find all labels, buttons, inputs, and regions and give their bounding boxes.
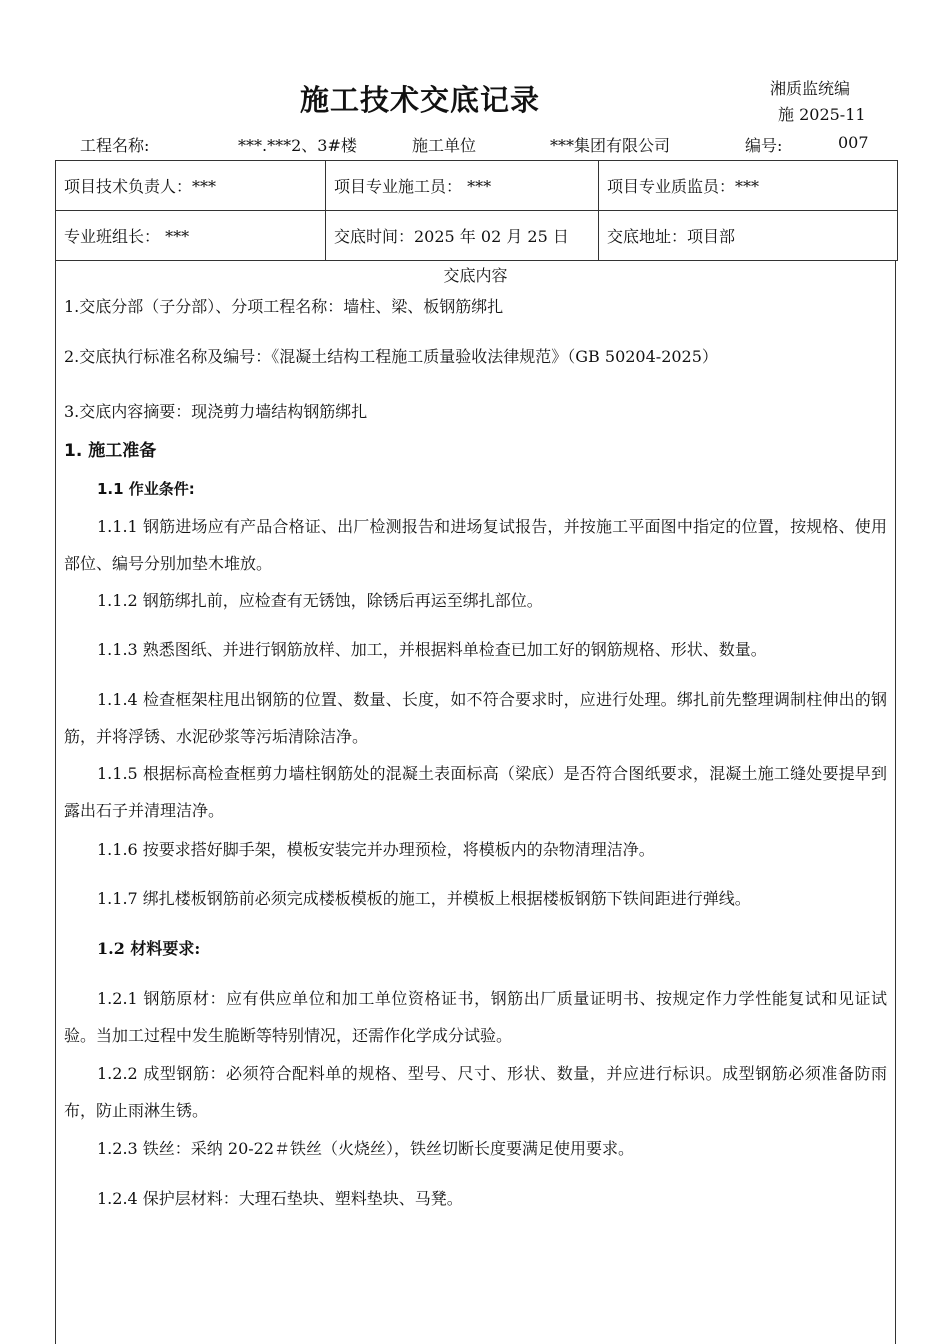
quality-inspector-cell: 项目专业质监员：*** [607,177,760,196]
info-row-2 [55,210,898,261]
briefing-content [55,260,896,1344]
paragraph-1-1-3: 1.1.3 熟悉图纸、并进行钢筋放样、加工，并根据料单检查已加工好的钢筋规格、形状、数量。 [97,640,767,659]
section-heading-preparation: 1. 施工准备 [64,441,157,461]
paragraph-1-1-4: 1.1.4 检查框架柱甩出钢筋的位置、数量、长度，如不符合要求时，应进行处理。绑扎前先整理调制柱伸出的钢筋，并将浮锈、水泥砂浆等污垢清除洁净。 [64,690,887,746]
briefing-time-cell: 交底时间：2025 年 02 月 25 日 [334,227,569,246]
subsection-work-conditions: 1.1 作业条件: [97,480,195,498]
contractor-value: ***集团有限公司 [550,136,671,155]
project-name-value: ***.***2、3#楼 [238,136,357,155]
paragraph-1-1-6: 1.1.6 按要求搭好脚手架，模板安装完并办理预检，将模板内的杂物清理洁净。 [97,840,655,859]
project-name-label: 工程名称: [80,136,150,155]
construction-staff-cell: 项目专业施工员： *** [334,177,492,196]
paragraph-1-1-2: 1.1.2 钢筋绑扎前，应检查有无锈蚀，除锈后再运至绑扎部位。 [97,591,543,610]
team-leader-cell: 专业班组长： *** [64,227,190,246]
subsection-material-requirements: 1.2 材料要求: [97,939,201,958]
form-code [770,76,866,128]
paragraph-1-2-3: 1.2.3 铁丝：采纳 20-22＃铁丝（火烧丝），铁丝切断长度要满足使用要求。 [97,1139,635,1158]
form-code-line2: 施 2025-11 [778,105,866,124]
document-title: 施工技术交底记录 [299,83,540,117]
paragraph-1-2-4: 1.2.4 保护层材料：大理石垫块、塑料垫块、马凳。 [97,1189,463,1208]
content-heading: 交底内容 [443,266,508,285]
contractor-label: 施工单位 [412,136,477,155]
briefing-location-cell: 交底地址：项目部 [607,227,736,246]
paragraph-1-1-1: 1.1.1 钢筋进场应有产品合格证、出厂检测报告和进场复试报告，并按施工平面图中指定的位置，按规格、使用部位、编号分别加垫木堆放。 [64,517,887,573]
item-subproject: 1.交底分部（子分部）、分项工程名称：墙柱、梁、板钢筋绑扎 [64,297,504,316]
number-label: 编号: [745,136,783,155]
paragraph-1-1-5: 1.1.5 根据标高检查框剪力墙柱钢筋处的混凝土表面标高（梁底）是否符合图纸要求，混凝土施工缝处要提早到露出石子并清理洁净。 [64,764,887,820]
info-row-1 [55,160,898,210]
paragraph-1-1-7: 1.1.7 绑扎楼板钢筋前必须完成楼板模板的施工，并模板上根据楼板钢筋下铁间距进行弹线。 [97,889,751,908]
item-summary: 3.交底内容摘要：现浇剪力墙结构钢筋绑扎 [64,402,368,421]
form-code-line1: 湘质监统编 [770,79,851,98]
tech-lead-cell: 项目技术负责人：*** [64,177,217,196]
number-value: 007 [838,133,869,152]
item-standard: 2.交底执行标准名称及编号：《混凝土结构工程施工质量验收法律规范》（GB 50204-2025） [64,347,718,366]
paragraph-1-2-1: 1.2.1 钢筋原材：应有供应单位和加工单位资格证书，钢筋出厂质量证明书、按规定作力学性能复试和见证试验。当加工过程中发生脆断等特别情况，还需作化学成分试验。 [64,989,887,1045]
paragraph-1-2-2: 1.2.2 成型钢筋：必须符合配料单的规格、型号、尺寸、形状、数量，并应进行标识。成型钢筋必须准备防雨布，防止雨淋生锈。 [64,1064,887,1120]
